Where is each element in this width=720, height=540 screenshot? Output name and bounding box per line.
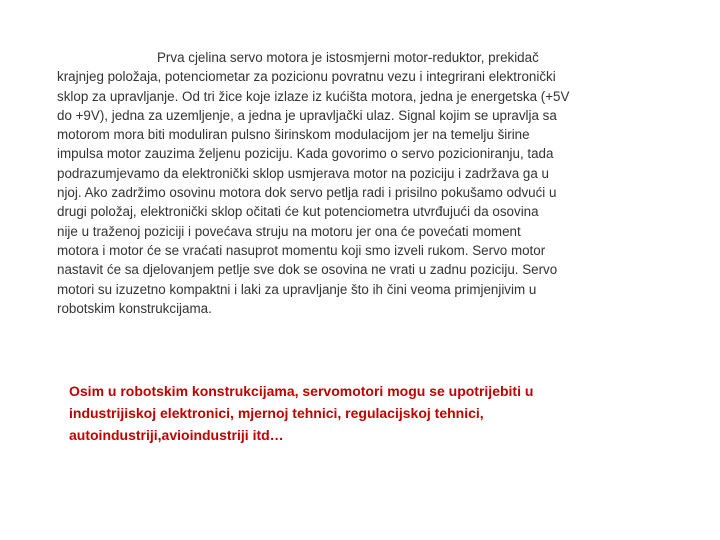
paragraph-line: motora i motor će se vraćati nasuprot momentu koji smo izveli rukom. Servo motor — [57, 242, 546, 258]
paragraph-line: sklop za upravljanje. Od tri žice koje izlaze iz kućišta motora, jedna je energetska (+5V — [57, 88, 570, 104]
servo-description-paragraph — [57, 48, 617, 318]
paragraph-line: drugi položaj, elektronički sklop očitati će kut potenciometra utvrđujući da osovina — [57, 204, 539, 220]
paragraph-line: do +9V), jedna za uzemljenje, a jedna je upravljački ulaz. Signal kojim se upravlja sa — [57, 107, 557, 123]
paragraph-line-text: Prva cjelina servo motora je istosmjerni motor-reduktor, prekidač — [157, 50, 539, 65]
applications-paragraph — [69, 380, 609, 446]
highlight-line: industrijiskoj elektronici, mjernoj tehnici, regulacijskoj tehnici, — [69, 405, 484, 421]
paragraph-line: motorom mora biti moduliran pulsno širinskom modulacijom jer na temelju širine — [57, 127, 530, 143]
paragraph-line: njoj. Ako zadržimo osovinu motora dok servo petlja radi i prisilno pokušamo odvući u — [57, 185, 557, 201]
paragraph-line: nije u traženoj poziciji i povećava struju na motoru jer ona će povećati moment — [57, 223, 521, 239]
highlight-line: Osim u robotskim konstrukcijama, servomotori mogu se upotrijebiti u — [69, 383, 534, 399]
paragraph-line: nastavit će sa djelovanjem petlje sve dok se osovina ne vrati u zadnu poziciju. Servo — [57, 262, 558, 278]
paragraph-line: impulsa motor zauzima željenu poziciju. Kada govorimo o servo pozicioniranju, tada — [57, 146, 554, 162]
paragraph-line: podrazumjevamo da elektronički sklop usmjerava motor na poziciju i zadržava ga u — [57, 165, 549, 181]
paragraph-line — [57, 48, 617, 67]
paragraph-line: motori su izuzetno kompaktni i laki za upravljanje što ih čini veoma primjenjivim u — [57, 281, 537, 297]
paragraph-line: krajnjeg položaja, potenciometar za pozicionu povratnu vezu i integrirani elektronički — [57, 69, 556, 85]
paragraph-line: robotskim konstrukcijama. — [57, 300, 212, 316]
highlight-line: autoindustriji,avioindustriji itd… — [69, 427, 284, 443]
